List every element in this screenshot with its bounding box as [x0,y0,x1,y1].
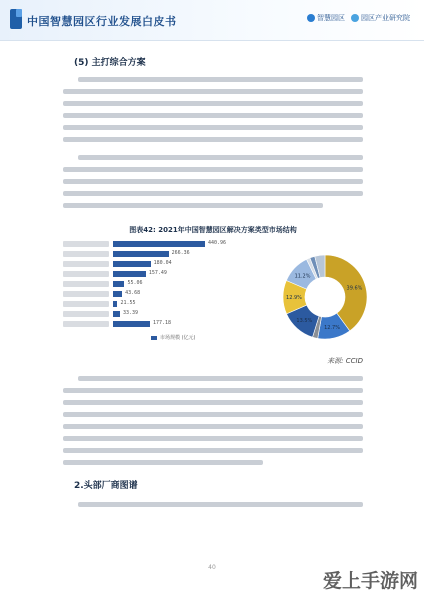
bar [113,321,150,327]
bar-value-label: 157.49 [148,270,167,276]
bar [113,241,205,247]
bar-row [63,301,233,308]
bar-category-label [63,321,109,327]
bar-category-label [63,271,109,277]
text-line [78,502,363,507]
text-line [78,155,363,160]
partner-logo-icon [351,14,359,22]
figure-source: 来源: CCID [327,357,363,365]
watermark: 爱上手游网 [322,570,418,592]
header-logos [307,13,410,23]
text-line [63,179,363,184]
bar-category-label [63,251,109,257]
section-heading: (5) 主打综合方案 [74,58,146,68]
bar [113,261,151,267]
text-line [63,400,363,405]
bar [113,271,146,277]
figure-title: 图表42: 2021年中国智慧园区解决方案类型市场结构 [129,226,297,234]
text-line [63,424,363,429]
bar-chart [63,241,233,341]
donut-center [306,278,344,316]
donut-slice-label: 12.7% [324,325,340,332]
text-line [63,125,363,130]
bar-value-label: 43.68 [125,290,141,296]
text-line [63,203,323,208]
partner-logo-right-text: 园区产业研究院 [361,14,410,22]
text-line [63,167,363,172]
text-line [63,101,363,106]
page-header [0,0,424,40]
bar [113,291,122,297]
bar [113,311,120,317]
partner-logo-left-text: 智慧园区 [317,14,345,22]
bar [113,301,117,307]
chart-legend [151,334,196,341]
bar-category-label [63,281,109,287]
donut-slice-label: 39.6% [346,285,363,292]
text-line [63,89,363,94]
figure [63,225,363,350]
text-line [63,460,263,465]
bar [113,281,124,287]
bar-value-label: 33.39 [122,310,139,316]
partner-logo-icon [307,14,315,22]
bar-category-label [63,241,109,247]
donut-slice-label: 12.9% [286,295,302,302]
page-number: 40 [208,564,216,571]
donut-chart [263,245,403,345]
bar-row [63,291,233,298]
text-line [63,412,363,417]
bar-category-label [63,311,109,317]
bar-row [63,251,233,258]
bar-category-label [63,261,109,267]
legend-label: 市场规模 (亿元) [160,335,196,341]
bar-value-label: 21.55 [120,300,136,306]
legend-swatch [151,336,157,340]
donut-slice-label: 11.2% [294,273,311,280]
partner-logo-left [307,13,345,23]
header-title: 中国智慧园区行业发展白皮书 [27,15,177,28]
bar-row [63,321,233,328]
header-divider [0,40,424,41]
partner-logo-right [351,13,410,23]
bar-value-label: 266.36 [171,250,190,256]
text-line [63,436,363,441]
bar-value-label: 440.96 [208,240,227,246]
bar-row [63,241,233,248]
bar-row [63,261,233,268]
bar-value-label: 55.06 [127,280,143,286]
section-2-heading: 2.头部厂商图谱 [74,481,138,491]
text-line [63,448,363,453]
text-line [63,113,363,118]
header-logo-accent-icon [16,9,22,17]
text-line [63,191,363,196]
bar-value-label: 177.18 [152,320,172,326]
bar-row [63,281,233,288]
bar-row [63,271,233,278]
text-line [78,77,363,82]
text-line [63,388,363,393]
text-line [63,137,363,142]
donut-slice-label: 13.5% [296,318,313,325]
bar-row [63,311,233,318]
bar-category-label [63,301,109,307]
bar-category-label [63,291,109,297]
bar [113,251,169,257]
bar-value-label: 180.04 [153,260,172,266]
text-line [78,376,363,381]
